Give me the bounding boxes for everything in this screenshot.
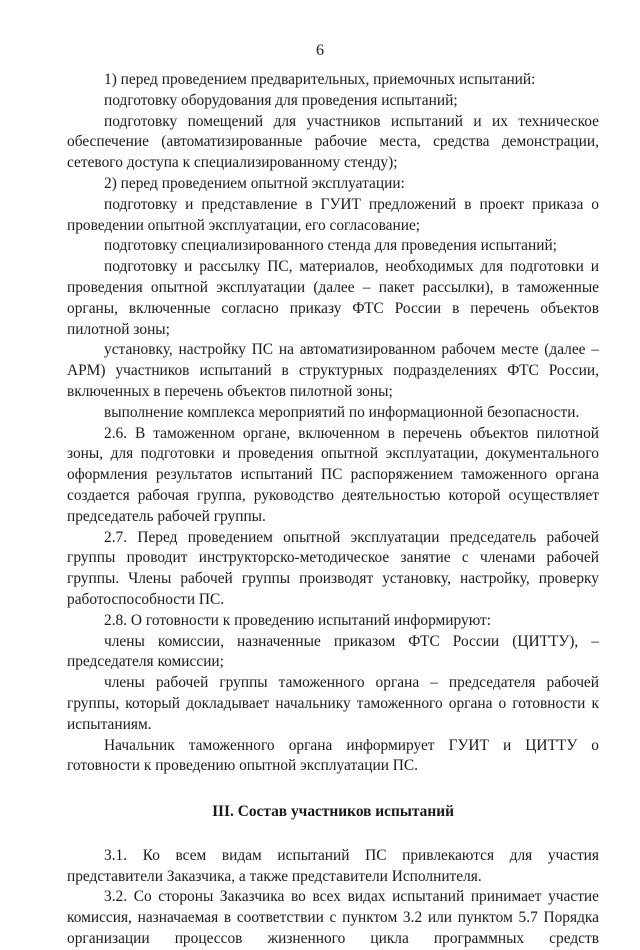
paragraph: 2.6. В таможенном органе, включенном в перечень объектов пилотной зоны, для подготовки и проведения опытной эксплуатации, документального оформления результатов испытаний ПС распоряжением таможенного органа создается рабочая группа, руководство деятельностью которой осуществляет председатель рабочей группы. [67,424,599,525]
paragraph: 1) перед проведением предварительных, приемочных испытаний: [104,71,536,88]
paragraph: подготовку оборудования для проведения испытаний; [104,91,458,109]
paragraph: члены комиссии, назначенные приказом ФТС России (ЦИТТУ), – председателя комиссии; [67,632,599,671]
section-heading: III. Состав участников испытаний [212,803,454,821]
paragraph: члены рабочей группы таможенного органа – председателя рабочей группы, который докладывает начальнику таможенного органа о готовности к испытаниям. [67,674,599,733]
paragraph: подготовку помещений для участников испытаний и их техническое обеспечение (автоматизированные рабочие места, средства демонстрации, сетевого доступа к специализированному стенду); [67,112,599,172]
paragraph: выполнение комплекса мероприятий по информационной безопасности. [104,403,580,421]
paragraph: 3.2. Со стороны Заказчика во всех видах испытаний принимает участие комиссия, назначаемая в соответствии с пунктом 3.2 или пунктом 5.7 Порядка организации процессов жизненного цикла программных средств [67,888,599,948]
paragraph: 2) перед проведением опытной эксплуатации: [104,174,405,192]
paragraph: 2.8. О готовности к проведению испытаний информируют: [104,611,492,629]
paragraph: Начальник таможенного органа информирует ГУИТ и ЦИТТУ о готовности к проведению опытной эксплуатации ПС. [67,736,599,775]
page-number: 6 [316,42,324,59]
paragraph: подготовку и представление в ГУИТ предложений в проект приказа о проведении опытной эксплуатации, его согласование; [67,195,599,234]
paragraph: 2.7. Перед проведением опытной эксплуатации председатель рабочей группы проводит инструкторско-методическое занятие с членами рабочей группы. Члены рабочей группы производят установку, настройку, проверку работоспособности ПС. [67,528,599,608]
paragraph: 3.1. Ко всем видам испытаний ПС привлекаются для участия представители Заказчика, а также представители Исполнителя. [67,846,599,885]
paragraph: подготовку специализированного стенда для проведения испытаний; [104,237,557,255]
paragraph: установку, настройку ПС на автоматизированном рабочем месте (далее – АРМ) участников испытаний в структурных подразделениях ФТС России, включенных в перечень объектов пилотной зоны; [67,341,599,400]
paragraph: подготовку и рассылку ПС, материалов, необходимых для подготовки и проведения опытной эксплуатации (далее – пакет рассылки), в таможенные органы, включенные согласно приказу ФТС России в перечень объектов пилотной зоны; [67,258,599,338]
document-body [67,70,599,950]
